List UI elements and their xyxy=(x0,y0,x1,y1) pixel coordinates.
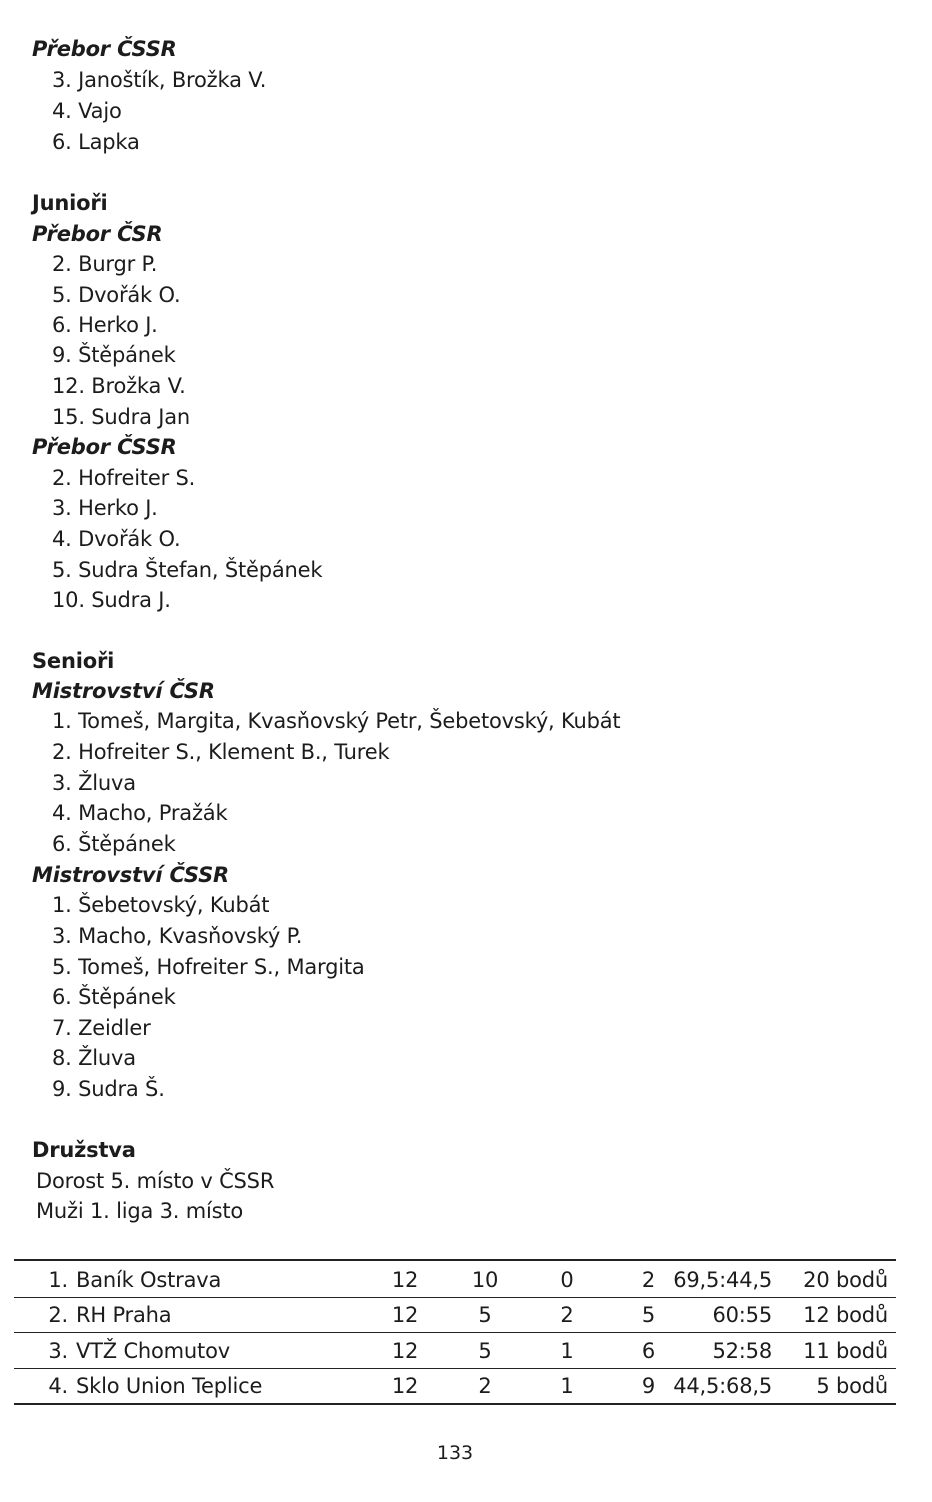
competition-heading: Přebor ČSR xyxy=(32,222,163,246)
result-line: 6. Štěpánek xyxy=(52,832,176,856)
cell-won: 5 xyxy=(478,1339,492,1363)
cell-score: 44,5:68,5 xyxy=(673,1374,772,1398)
result-line: 3. Žluva xyxy=(52,771,136,795)
result-line: Muži 1. liga 3. místo xyxy=(36,1199,244,1223)
cell-drawn: 0 xyxy=(560,1268,574,1292)
result-line: 2. Hofreiter S., Klement B., Turek xyxy=(52,740,390,764)
result-line: Dorost 5. místo v ČSSR xyxy=(36,1169,275,1193)
result-line: 4. Macho, Pražák xyxy=(52,801,228,825)
result-line: 5. Sudra Štefan, Štěpánek xyxy=(52,558,323,582)
cell-lost: 6 xyxy=(641,1339,655,1363)
competition-heading: Přebor ČSSR xyxy=(32,435,177,459)
result-line: 9. Sudra Š. xyxy=(52,1077,165,1101)
result-line: 10. Sudra J. xyxy=(52,588,171,612)
cell-team: Sklo Union Teplice xyxy=(76,1374,263,1398)
result-line: 6. Štěpánek xyxy=(52,985,176,1009)
cell-rank: 2. xyxy=(48,1303,68,1327)
cell-played: 12 xyxy=(391,1303,419,1327)
competition-heading: Přebor ČSSR xyxy=(32,37,177,61)
cell-team: RH Praha xyxy=(76,1303,172,1327)
result-line: 3. Macho, Kvasňovský P. xyxy=(52,924,303,948)
result-line: 12. Brožka V. xyxy=(52,374,186,398)
cell-lost: 9 xyxy=(641,1374,655,1398)
section-heading: Senioři xyxy=(32,649,115,673)
competition-heading: Mistrovství ČSR xyxy=(32,679,215,703)
result-line: 6. Lapka xyxy=(52,130,140,154)
cell-rank: 4. xyxy=(48,1374,68,1398)
result-line: 2. Burgr P. xyxy=(52,252,158,276)
cell-won: 10 xyxy=(471,1268,499,1292)
table-rule xyxy=(14,1403,896,1405)
cell-points: 5 bodů xyxy=(816,1374,888,1398)
cell-won: 2 xyxy=(478,1374,492,1398)
cell-team: Baník Ostrava xyxy=(76,1268,222,1292)
cell-lost: 2 xyxy=(641,1268,655,1292)
cell-rank: 1. xyxy=(48,1268,68,1292)
result-line: 1. Šebetovský, Kubát xyxy=(52,893,270,917)
result-line: 1. Tomeš, Margita, Kvasňovský Petr, Šebetovský, Kubát xyxy=(52,709,621,733)
table-rule xyxy=(14,1332,896,1333)
cell-drawn: 1 xyxy=(560,1374,574,1398)
result-line: 9. Štěpánek xyxy=(52,343,176,367)
result-line: 8. Žluva xyxy=(52,1046,136,1070)
table-rule xyxy=(14,1368,896,1369)
result-line: 4. Vajo xyxy=(52,99,122,123)
cell-score: 60:55 xyxy=(712,1303,772,1327)
cell-rank: 3. xyxy=(48,1339,68,1363)
competition-heading: Mistrovství ČSSR xyxy=(32,863,229,887)
cell-points: 11 bodů xyxy=(803,1339,888,1363)
table-rule xyxy=(14,1259,896,1261)
result-line: 3. Janoštík, Brožka V. xyxy=(52,68,267,92)
result-line: 15. Sudra Jan xyxy=(52,405,190,429)
cell-won: 5 xyxy=(478,1303,492,1327)
result-line: 5. Dvořák O. xyxy=(52,283,181,307)
cell-points: 12 bodů xyxy=(803,1303,888,1327)
section-heading: Družstva xyxy=(32,1138,136,1162)
cell-played: 12 xyxy=(391,1268,419,1292)
result-line: 5. Tomeš, Hofreiter S., Margita xyxy=(52,955,365,979)
cell-score: 69,5:44,5 xyxy=(673,1268,772,1292)
cell-played: 12 xyxy=(391,1374,419,1398)
cell-drawn: 2 xyxy=(560,1303,574,1327)
cell-team: VTŽ Chomutov xyxy=(76,1339,230,1363)
table-rule xyxy=(14,1297,896,1298)
cell-lost: 5 xyxy=(641,1303,655,1327)
cell-score: 52:58 xyxy=(712,1339,772,1363)
section-heading: Junioři xyxy=(32,191,108,215)
result-line: 4. Dvořák O. xyxy=(52,527,181,551)
result-line: 7. Zeidler xyxy=(52,1016,151,1040)
cell-points: 20 bodů xyxy=(803,1268,888,1292)
page-number: 133 xyxy=(436,1442,474,1464)
result-line: 3. Herko J. xyxy=(52,496,158,520)
cell-played: 12 xyxy=(391,1339,419,1363)
cell-drawn: 1 xyxy=(560,1339,574,1363)
result-line: 2. Hofreiter S. xyxy=(52,466,196,490)
result-line: 6. Herko J. xyxy=(52,313,158,337)
